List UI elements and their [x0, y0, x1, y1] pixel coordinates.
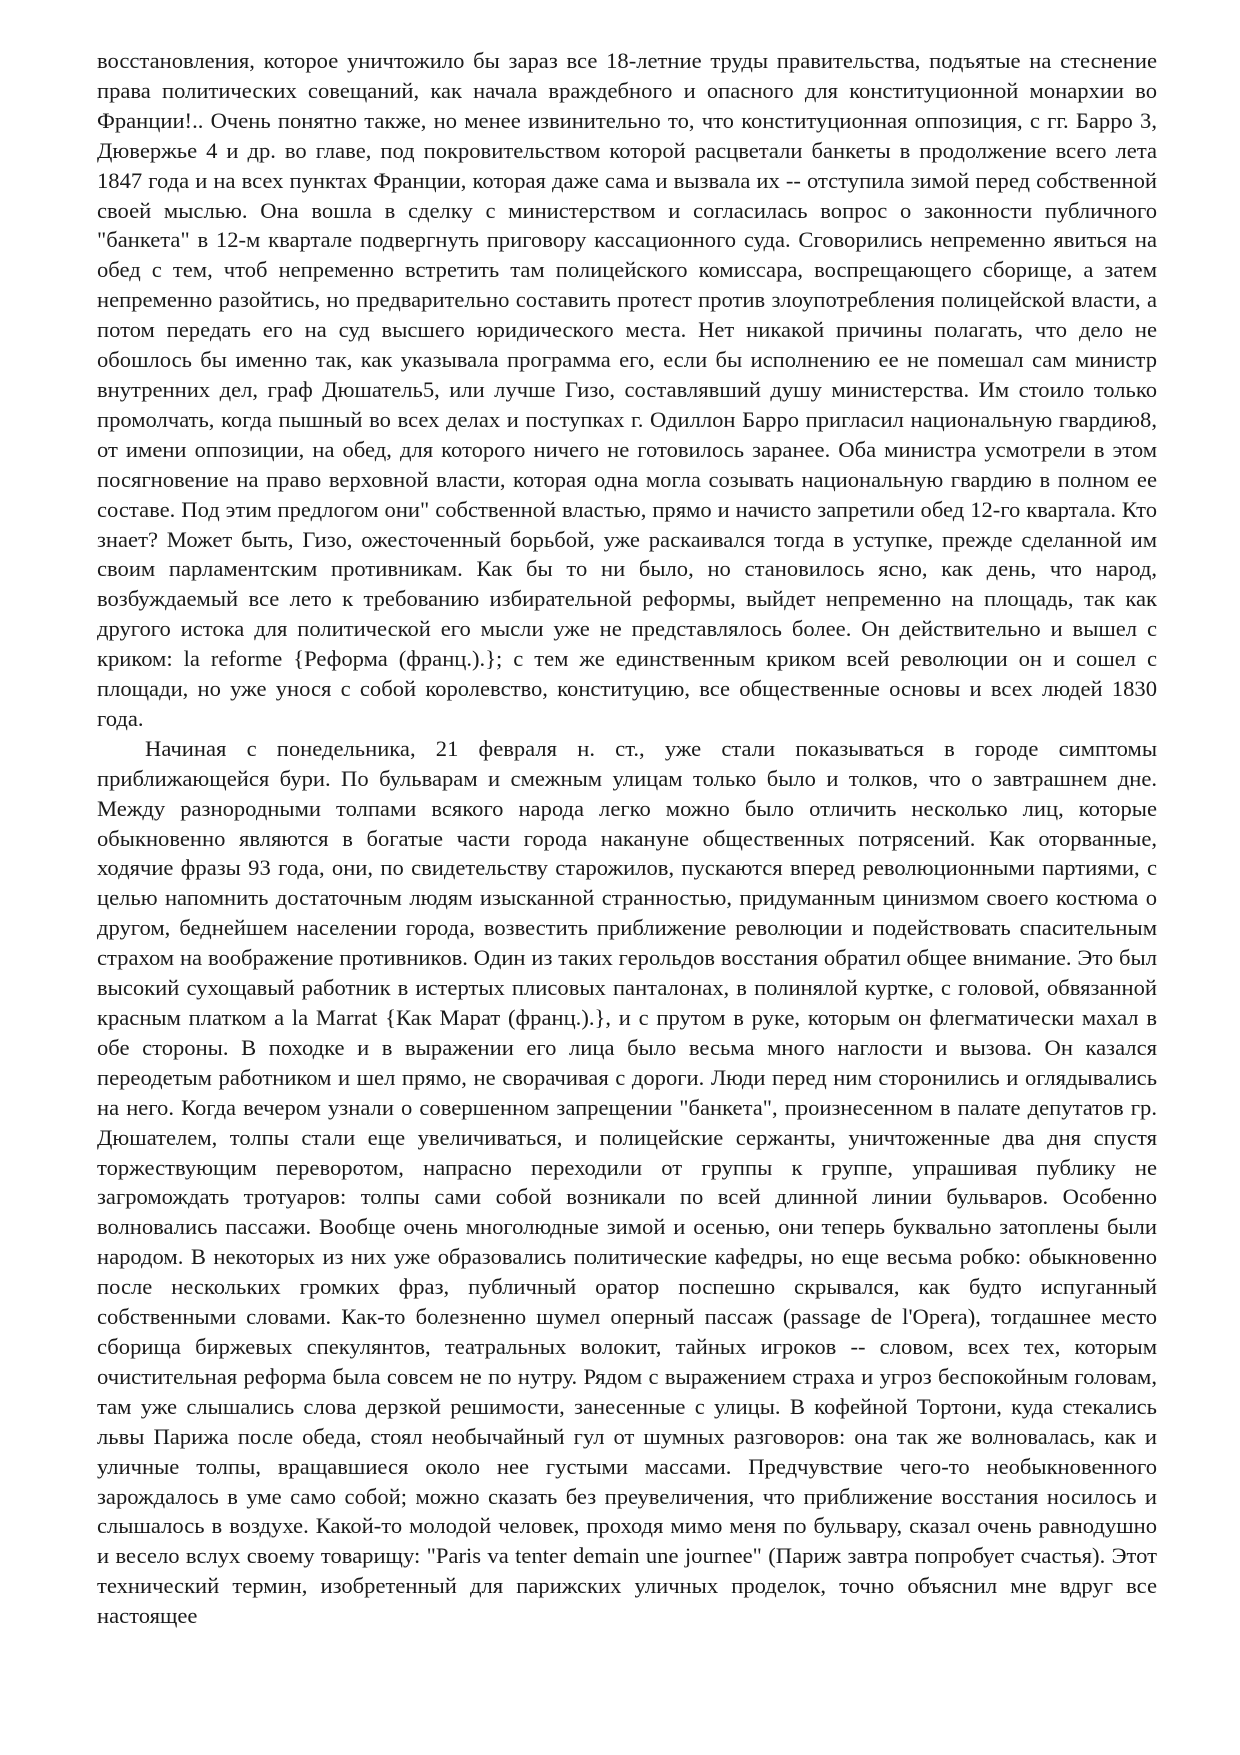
paragraph-february-21: Начиная с понедельника, 21 февраля н. ст., уже стали показываться в городе симптомы приближающейся бури. По бульварам и смежным улицам только было и толков, что о завтрашнем дне. Между разнородными толпами всякого народа легко можно было отличить несколько лиц, которые обыкновенно являются в богатые части города накануне общественных потрясений. Как оторванные, ходячие фразы 93 года, они, по свидетельству старожилов, пускаются вперед революционными партиями, с целью напомнить достаточным людям изысканной странностью, придуманным цинизмом своего костюма о другом, беднейшем населении города, возвестить приближение революции и подействовать спасительным страхом на воображение противников. Один из таких герольдов восстания обратил общее внимание. Это был высокий сухощавый работник в истертых плисовых панталонах, в полинялой куртке, с головой, обвязанной красным платком a la Marrat {Как Марат (франц.).}, и с прутом в руке, которым он флегматически махал в обе стороны. В походке и в выражении его лица было весьма много наглости и вызова. Он казался переодетым работником и шел прямо, не сворачивая с дороги. Люди перед ним сторонились и оглядывались на него. Когда вечером узнали о совершенном запрещении "банкета", произнесенном в палате депутатов гр. Дюшателем, толпы стали еще увеличиваться, и полицейские сержанты, уничтоженные два дня спустя торжествующим переворотом, напрасно переходили от группы к группе, упрашивая публику не загромождать тротуаров: толпы сами собой возникали по всей длинной линии бульваров. Особенно волновались пассажи. Вообще очень многолюдные зимой и осенью, они теперь буквально затоплены были народом. В некоторых из них уже образовались политические кафедры, но еще весьма робко: обыкновенно после нескольких громких фраз, публичный оратор поспешно скрывался, как будто испуганный собственными словами. Как-то болезненно шумел оперный пассаж (passage de l'Opera), тогдашнее место сборища биржевых спекулянтов, театральных волокит, тайных игроков -- словом, всех тех, которым очистительная реформа была совсем не по нутру. Рядом с выражением страха и угроз беспокойным головам, там уже слышались слова дерзкой решимости, занесенные с улицы. В кофейной Тортони, куда стекались львы Парижа после обеда, стоял необычайный гул от шумных разговоров: она так же волновалась, как и уличные толпы, вращавшиеся около нее густыми массами. Предчувствие чего-то необыкновенного зарождалось в уме само собой; можно сказать без преувеличения, что приближение восстания носилось и слышалось в воздухе. Какой-то молодой человек, проходя мимо меня по бульвару, сказал очень равнодушно и весело вслух своему товарищу: "Paris va tenter demain une journee" (Париж завтра попробует счастья). Этот технический термин, изобретенный для парижских уличных проделок, точно объяснил мне вдруг все настоящее — [97, 735, 1157, 1629]
paragraph-continuation: восстановления, которое уничтожило бы зараз все 18-летние труды правительства, подъятые на стеснение права политических совещаний, как начала враждебного и опасного для конституционной монархии во Франции!.. Очень понятно также, но менее извинительно то, что конституционная оппозиция, с гг. Барро 3, Дювержье 4 и др. во главе, под покровительством которой расцветали банкеты в продолжение всего лета 1847 года и на всех пунктах Франции, которая даже сама и вызвала их -- отступила зимой перед собственной своей мыслью. Она вошла в сделку с министерством и согласилась вопрос о законности публичного "банкета" в 12-м квартале подвергнуть приговору кассационного суда. Сговорились непременно явиться на обед с тем, чтоб непременно встретить там полицейского комиссара, воспрещающего сборище, а затем непременно разойтись, но предварительно составить протест против злоупотребления полицейской власти, а потом передать его на суд высшего юридического места. Нет никакой причины полагать, что дело не обошлось бы именно так, как указывала программа его, если бы исполнению ее не помешал сам министр внутренних дел, граф Дюшатель5, или лучше Гизо, составлявший душу министерства. Им стоило только промолчать, когда пышный во всех делах и поступках г. Одиллон Барро пригласил национальную гвардию8, от имени оппозиции, на обед, для которого ничего не готовилось заранее. Оба министра усмотрели в этом посягновение на право верховной власти, которая одна могла созывать национальную гвардию в полном ее составе. Под этим предлогом они" собственной властью, прямо и начисто запретили обед 12-го квартала. Кто знает? Может быть, Гизо, ожесточенный борьбой, уже раскаивался тогда в уступке, прежде сделанной им своим парламентским противникам. Как бы то ни было, но становилось ясно, как день, что народ, возбуждаемый все лето к требованию избирательной реформы, выйдет непременно на площадь, так как другого истока для политической его мысли уже не представлялось более. Он действительно и вышел с криком: la reforme {Реформа (франц.).}; с тем же единственным криком всей революции он и сошел с площади, но уже унося с собой королевство, конституцию, все общественные основы и всех людей 1830 года. — [97, 48, 1157, 731]
document-page — [97, 46, 1157, 1631]
